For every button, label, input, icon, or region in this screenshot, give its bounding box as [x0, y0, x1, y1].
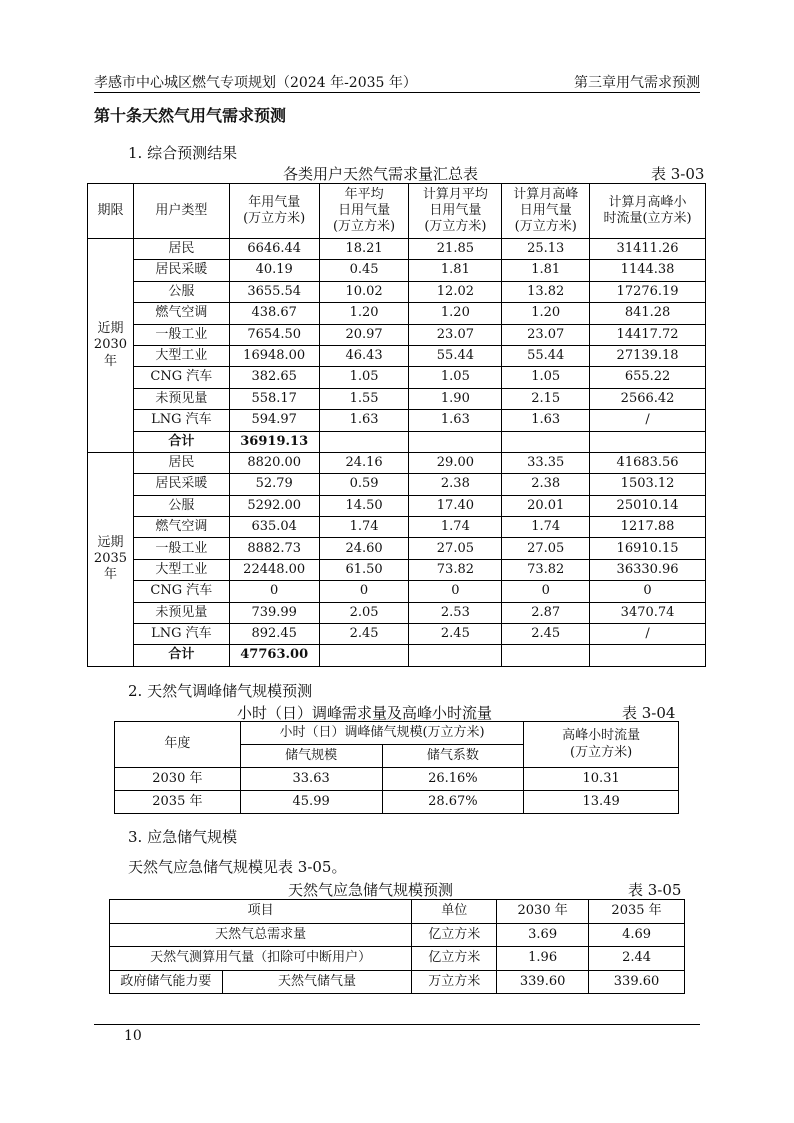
table-row [88, 410, 706, 431]
value-cell: 0 [409, 581, 502, 602]
value-cell: 438.67 [229, 303, 319, 324]
cell: 13.49 [524, 791, 679, 814]
table-row [88, 239, 706, 260]
value-cell: 1503.12 [590, 474, 706, 495]
value-cell: 739.99 [229, 602, 319, 623]
heading-1: 1. 综合预测结果 [128, 144, 238, 162]
value-cell: 29.00 [409, 452, 502, 473]
value-cell: 17.40 [409, 495, 502, 516]
value-cell: 1.74 [502, 517, 590, 538]
value-cell: 2.87 [502, 602, 590, 623]
value-cell: 55.44 [409, 345, 502, 366]
value-cell: 594.97 [229, 410, 319, 431]
table-row [88, 367, 706, 388]
value-cell: 892.45 [229, 624, 319, 645]
value-cell: 31411.26 [590, 239, 706, 260]
value-cell: 8882.73 [229, 538, 319, 559]
value-cell: 52.79 [229, 474, 319, 495]
table-row [88, 538, 706, 559]
value-cell: 655.22 [590, 367, 706, 388]
value-cell: 1.20 [409, 303, 502, 324]
user-type-cell: LNG 汽车 [133, 624, 229, 645]
table-row [110, 970, 685, 994]
value-cell: 5292.00 [229, 495, 319, 516]
value-cell: 25.13 [502, 239, 590, 260]
table-row [88, 388, 706, 409]
emergency-storage-table [109, 899, 685, 994]
col-scale: 储气规模 [240, 745, 382, 768]
value-cell: 6646.44 [229, 239, 319, 260]
table-2-number: 表 3-04 [622, 704, 676, 722]
value-cell: 2.45 [502, 624, 590, 645]
header-right: 第三章用气需求预测 [574, 75, 700, 91]
table-row [88, 452, 706, 473]
user-type-cell: 未预见量 [133, 388, 229, 409]
column-header: 年平均 日用气量 (万立方米) [319, 184, 409, 239]
value-cell: 2.05 [319, 602, 409, 623]
user-type-cell: 燃气空调 [133, 517, 229, 538]
value-cell: 1.63 [502, 410, 590, 431]
cell: 1.96 [497, 947, 589, 971]
value-cell: 27.05 [502, 538, 590, 559]
value-cell: 1.90 [409, 388, 502, 409]
value-cell: 12.02 [409, 281, 502, 302]
user-type-cell: 公服 [133, 495, 229, 516]
table-3-number: 表 3-05 [628, 881, 682, 899]
value-cell: 27139.18 [590, 345, 706, 366]
value-cell: 2.38 [502, 474, 590, 495]
empty-cell [319, 431, 409, 452]
value-cell: 1.63 [409, 410, 502, 431]
user-type-cell: 居民 [133, 239, 229, 260]
value-cell: 16910.15 [590, 538, 706, 559]
value-cell: 20.01 [502, 495, 590, 516]
empty-cell [409, 645, 502, 666]
value-cell: 36330.96 [590, 559, 706, 580]
column-header: 用户类型 [133, 184, 229, 239]
empty-cell [319, 645, 409, 666]
value-cell: 20.97 [319, 324, 409, 345]
value-cell: 0 [229, 581, 319, 602]
value-cell: 841.28 [590, 303, 706, 324]
table-row [115, 768, 679, 791]
user-type-cell: CNG 汽车 [133, 581, 229, 602]
cell: 政府储气能力要 [110, 970, 223, 994]
heading-3: 3. 应急储气规模 [128, 828, 238, 846]
peak-storage-table [114, 721, 679, 814]
table-row [88, 260, 706, 281]
user-type-cell: 一般工业 [133, 324, 229, 345]
value-cell: 2.53 [409, 602, 502, 623]
column-header: 年用气量 (万立方米) [229, 184, 319, 239]
value-cell: 7654.50 [229, 324, 319, 345]
cell: 2035 年 [115, 791, 241, 814]
section-title: 第十条天然气用气需求预测 [94, 106, 287, 125]
paragraph: 天然气应急储气规模见表 3-05。 [128, 858, 347, 876]
value-cell: 55.44 [502, 345, 590, 366]
value-cell: 1217.88 [590, 517, 706, 538]
period-cell: 远期 2035 年 [88, 452, 134, 666]
table-row [115, 791, 679, 814]
table-2-caption: 小时（日）调峰需求量及高峰小时流量 [237, 704, 493, 722]
value-cell: 382.65 [229, 367, 319, 388]
value-cell: 13.82 [502, 281, 590, 302]
cell: 2030 年 [115, 768, 241, 791]
total-label: 合计 [133, 645, 229, 666]
table-row [88, 495, 706, 516]
value-cell: 21.85 [409, 239, 502, 260]
page-header [94, 72, 700, 93]
value-cell: 1.05 [319, 367, 409, 388]
cell: 亿立方米 [412, 947, 497, 971]
value-cell: 23.07 [502, 324, 590, 345]
header-left: 孝感市中心城区燃气专项规划（2024 年-2035 年） [94, 75, 417, 91]
value-cell: 558.17 [229, 388, 319, 409]
col-item: 项目 [110, 900, 412, 924]
value-cell: 0 [319, 581, 409, 602]
value-cell: 22448.00 [229, 559, 319, 580]
table-row [110, 947, 685, 971]
cell: 万立方米 [412, 970, 497, 994]
value-cell: 2.38 [409, 474, 502, 495]
user-type-cell: 大型工业 [133, 559, 229, 580]
value-cell: / [590, 624, 706, 645]
total-row [88, 431, 706, 452]
column-header: 计算月高峰小 时流量(立方米) [590, 184, 706, 239]
value-cell: 23.07 [409, 324, 502, 345]
table-1-caption: 各类用户天然气需求量汇总表 [283, 165, 479, 183]
cell: 3.69 [497, 923, 589, 947]
user-type-cell: 居民采暖 [133, 474, 229, 495]
value-cell: 1.63 [319, 410, 409, 431]
table-row [88, 324, 706, 345]
value-cell: 24.60 [319, 538, 409, 559]
table-row [88, 602, 706, 623]
cell: 天然气测算用气量（扣除可中断用户） [110, 947, 412, 971]
table-1-number: 表 3-03 [651, 165, 705, 183]
value-cell: 16948.00 [229, 345, 319, 366]
user-type-cell: LNG 汽车 [133, 410, 229, 431]
value-cell: 3470.74 [590, 602, 706, 623]
col-unit: 单位 [412, 900, 497, 924]
value-cell: 1.74 [409, 517, 502, 538]
user-type-cell: 居民采暖 [133, 260, 229, 281]
empty-cell [502, 431, 590, 452]
user-type-cell: 一般工业 [133, 538, 229, 559]
cell: 天然气总需求量 [110, 923, 412, 947]
user-type-cell: 大型工业 [133, 345, 229, 366]
total-value: 47763.00 [229, 645, 319, 666]
cell: 33.63 [240, 768, 382, 791]
value-cell: 1144.38 [590, 260, 706, 281]
value-cell: 73.82 [502, 559, 590, 580]
value-cell: 33.35 [502, 452, 590, 473]
value-cell: 1.05 [502, 367, 590, 388]
empty-cell [590, 645, 706, 666]
table-row [88, 581, 706, 602]
cell: 26.16% [382, 768, 524, 791]
empty-cell [409, 431, 502, 452]
value-cell: 1.81 [502, 260, 590, 281]
cell: 10.31 [524, 768, 679, 791]
cell: 亿立方米 [412, 923, 497, 947]
cell: 4.69 [589, 923, 685, 947]
table-row [88, 281, 706, 302]
page-number: 10 [124, 1028, 142, 1044]
cell: 天然气储气量 [222, 970, 412, 994]
cell: 2.44 [589, 947, 685, 971]
value-cell: 0 [502, 581, 590, 602]
table-row [88, 303, 706, 324]
col-year: 年度 [115, 722, 241, 768]
table-row [88, 559, 706, 580]
user-type-cell: CNG 汽车 [133, 367, 229, 388]
col-coef: 储气系数 [382, 745, 524, 768]
value-cell: 2.45 [319, 624, 409, 645]
empty-cell [502, 645, 590, 666]
value-cell: 635.04 [229, 517, 319, 538]
cell: 28.67% [382, 791, 524, 814]
value-cell: 0.59 [319, 474, 409, 495]
table-row [88, 345, 706, 366]
value-cell: 41683.56 [590, 452, 706, 473]
column-header: 计算月高峰 日用气量 (万立方米) [502, 184, 590, 239]
table-row [88, 474, 706, 495]
value-cell: 61.50 [319, 559, 409, 580]
value-cell: 73.82 [409, 559, 502, 580]
col-2035: 2035 年 [589, 900, 685, 924]
value-cell: 1.81 [409, 260, 502, 281]
table-row [110, 923, 685, 947]
value-cell: 1.74 [319, 517, 409, 538]
value-cell: 10.02 [319, 281, 409, 302]
col-2030: 2030 年 [497, 900, 589, 924]
value-cell: 0 [590, 581, 706, 602]
column-header: 期限 [88, 184, 134, 239]
column-header: 计算月平均 日用气量 (万立方米) [409, 184, 502, 239]
value-cell: 46.43 [319, 345, 409, 366]
empty-cell [590, 431, 706, 452]
table-row [88, 517, 706, 538]
table-row [88, 624, 706, 645]
user-type-cell: 居民 [133, 452, 229, 473]
demand-summary-table [87, 183, 706, 667]
col-peak: 高峰小时流量 (万立方米) [524, 722, 679, 768]
value-cell: 27.05 [409, 538, 502, 559]
value-cell: 1.20 [319, 303, 409, 324]
value-cell: 2566.42 [590, 388, 706, 409]
value-cell: 2.15 [502, 388, 590, 409]
value-cell: / [590, 410, 706, 431]
value-cell: 25010.14 [590, 495, 706, 516]
total-row [88, 645, 706, 666]
value-cell: 24.16 [319, 452, 409, 473]
value-cell: 3655.54 [229, 281, 319, 302]
value-cell: 14.50 [319, 495, 409, 516]
user-type-cell: 燃气空调 [133, 303, 229, 324]
user-type-cell: 公服 [133, 281, 229, 302]
cell: 45.99 [240, 791, 382, 814]
col-group: 小时（日）调峰储气规模(万立方米) [240, 722, 524, 745]
table-3-caption: 天然气应急储气规模预测 [288, 881, 454, 899]
total-label: 合计 [133, 431, 229, 452]
cell: 339.60 [589, 970, 685, 994]
value-cell: 1.05 [409, 367, 502, 388]
heading-2: 2. 天然气调峰储气规模预测 [128, 682, 313, 700]
value-cell: 0.45 [319, 260, 409, 281]
footer-rule [94, 1024, 700, 1025]
value-cell: 17276.19 [590, 281, 706, 302]
user-type-cell: 未预见量 [133, 602, 229, 623]
value-cell: 2.45 [409, 624, 502, 645]
value-cell: 18.21 [319, 239, 409, 260]
value-cell: 40.19 [229, 260, 319, 281]
value-cell: 1.20 [502, 303, 590, 324]
value-cell: 8820.00 [229, 452, 319, 473]
value-cell: 1.55 [319, 388, 409, 409]
period-cell: 近期 2030 年 [88, 239, 134, 453]
total-value: 36919.13 [229, 431, 319, 452]
cell: 339.60 [497, 970, 589, 994]
value-cell: 14417.72 [590, 324, 706, 345]
